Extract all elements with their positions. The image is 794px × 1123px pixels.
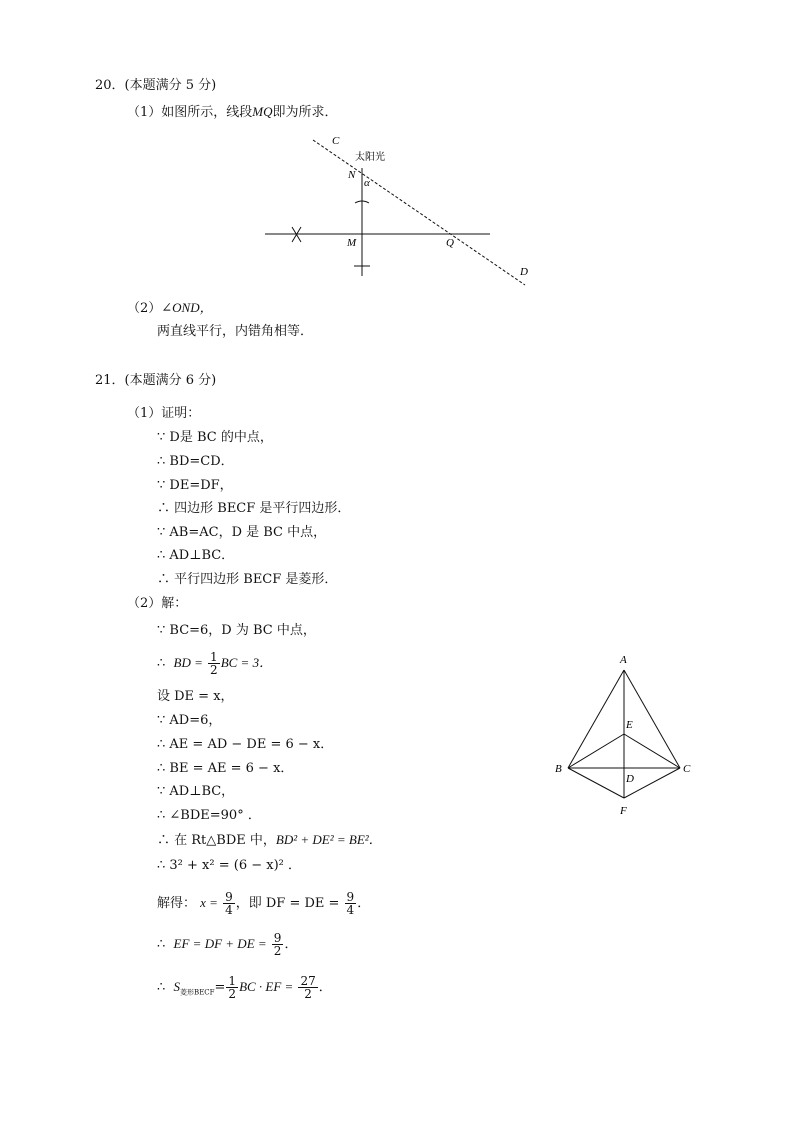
q20-part2-prefix: （2） [127, 301, 162, 316]
fraction-numerator: 9 [346, 890, 355, 904]
proof-line: ∵ AB=AC，D 是 BC 中点， [157, 525, 327, 540]
q20-part2 [127, 300, 213, 317]
q20-figure [0, 0, 794, 300]
area-symbol: S [173, 979, 181, 994]
solution-line-13 [157, 972, 332, 1003]
q20-part2-reason: 两直线平行，内错角相等． [157, 324, 314, 339]
q21-part2-title: （2）解： [127, 596, 188, 611]
solution-line-3: 设 DE = x， [157, 689, 234, 704]
fraction-numerator: 9 [225, 890, 233, 904]
segment-BE [568, 734, 624, 768]
fraction-denominator: 2 [210, 663, 218, 677]
proof-line: ∴ BD=CD． [157, 454, 234, 469]
label-Q: Q [446, 237, 454, 249]
therefore-symbol: ∴ [157, 656, 166, 671]
bd-expression: BD = [173, 655, 203, 670]
label-B: B [555, 763, 562, 775]
solve-label: 解得： [157, 896, 197, 911]
fraction-denominator: 4 [225, 903, 233, 917]
fraction-denominator: 2 [273, 944, 282, 958]
fraction-numerator: 1 [228, 974, 237, 988]
label-alpha: α [364, 177, 370, 189]
period: ． [318, 980, 332, 995]
solution-line-12 [157, 929, 297, 960]
label-C: C [683, 763, 691, 775]
solution-line-9 [157, 832, 382, 849]
x-equals: x = [200, 895, 218, 910]
q21-header: 21．(本题满分 6 分) [95, 373, 217, 388]
rt-triangle-text: ∴ 在 Rt△BDE 中， [157, 833, 276, 848]
label-F: F [620, 805, 627, 817]
fraction-denominator: 2 [228, 987, 237, 1001]
fraction-numerator: 27 [300, 974, 316, 988]
fraction-half [208, 651, 220, 676]
proof-line: ∵ D是 BC 的中点， [157, 430, 273, 445]
q21-figure [540, 640, 720, 830]
solution-line-10: ∴ 3² + x² = (6 − x)² ． [157, 858, 301, 873]
label-A: A [620, 654, 627, 666]
fraction-numerator: 9 [273, 931, 282, 945]
q20-header: 20．(本题满分 5 分) [95, 78, 217, 93]
area-subscript: 菱形BECF [180, 988, 215, 997]
fraction-27-halves [298, 975, 317, 1000]
period: ． [284, 937, 298, 952]
segment-AB [568, 670, 624, 768]
proof-line: ∵ DE=DF， [157, 478, 233, 493]
proof-line: ∴ 四边形 BECF 是平行四边形． [157, 501, 351, 516]
label-N: N [348, 169, 356, 181]
segment-BF [568, 768, 624, 798]
solution-line-4: ∵ AD=6， [157, 713, 222, 728]
solution-line-11 [157, 888, 370, 919]
fraction-denominator: 2 [304, 987, 312, 1001]
solution-line-6: ∴ BE = AE = 6 − x． [157, 761, 294, 776]
solution-line-5: ∴ AE = AD − DE = 6 − x． [157, 737, 334, 752]
fraction-half-2 [226, 975, 238, 1000]
label-sunlight: 太阳光 [355, 152, 385, 163]
sunlight-ray [313, 140, 525, 285]
fraction-nine-quarters [223, 891, 235, 916]
equals-sign: = [214, 980, 226, 995]
solution-line-2 [157, 648, 272, 679]
df-de-text: ，即 DF = DE = [235, 896, 340, 911]
label-C: C [332, 135, 340, 147]
q21-part1-title: （1）证明： [127, 406, 201, 421]
solution-line-7: ∵ AD⊥BC， [157, 784, 235, 799]
solution-line-8: ∴ ∠BDE=90° ． [157, 808, 261, 823]
pythagorean-equation: BD² + DE² = BE²． [275, 832, 382, 847]
label-E: E [626, 719, 633, 731]
q20-part1-suffix: 即为所求． [272, 105, 338, 120]
fraction-denominator: 4 [346, 903, 355, 917]
solution-line-1: ∵ BC=6，D 为 BC 中点， [157, 623, 316, 638]
therefore-symbol: ∴ [157, 937, 166, 952]
bc-ef-expression: BC · EF = [239, 979, 294, 994]
q20-part1-prefix: （1）如图所示，线段 [127, 105, 253, 120]
fraction-numerator: 1 [210, 650, 218, 664]
bd-result: BC = 3． [220, 655, 273, 670]
q20-part2-angle: ∠OND， [161, 300, 213, 315]
fraction-nine-halves [272, 932, 284, 957]
proof-line: ∴ 平行四边形 BECF 是菱形． [157, 572, 338, 587]
therefore-symbol: ∴ [157, 980, 166, 995]
ef-expression: EF = DF + DE = [173, 936, 267, 951]
label-M: M [347, 237, 357, 249]
label-D: D [520, 266, 528, 278]
proof-line: ∴ AD⊥BC． [157, 548, 235, 563]
segment-EC [624, 734, 680, 768]
label-D: D [626, 773, 634, 785]
fraction-nine-quarters-2 [345, 891, 357, 916]
period: ． [357, 896, 371, 911]
q20-part1-var: MQ [252, 104, 273, 119]
